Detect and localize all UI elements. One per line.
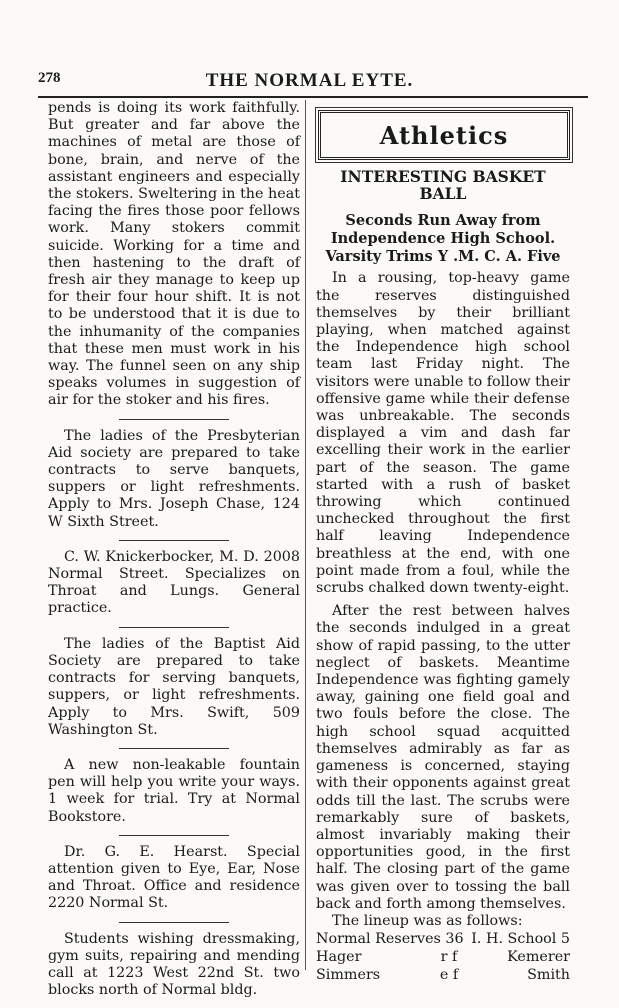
separator-rule [119, 540, 229, 541]
lineup-row [316, 930, 570, 948]
classified-ad: A new non-leakable fountain pen will help you write your ways. 1 week for trial. Try at Normal Bookstore. [48, 756, 300, 825]
article-paragraph: In a rousing, top-heavy game the reserves distinguished themselves by their brilliant playing, when matched against the Independence high school team last Friday night. The visitors were unable to follow their offensive game while their defense was unbreakable. The seconds displayed a vim and dash far excelling their work in the earlier part of the season. The game started with a rush of basket throwing which continued unchecked throughout the first half leaving Independence breathless at the end, with one point made from a foul, while the scrubs chalked down twenty-eight. [316, 270, 570, 597]
page-number: 278 [38, 70, 61, 86]
lineup-team-left: Normal Reserves 36 [316, 931, 464, 948]
classified-ad: C. W. Knickerbocker, M. D. 2008 Normal Street. Specializes on Throat and Lungs. General practice. [48, 548, 300, 617]
column-divider [305, 100, 306, 970]
lineup-player-left: Hager [316, 949, 362, 966]
article-paragraph: After the rest between halves the seconds indulged in a great show of rapid passing, to the utter neglect of baskets. Meantime Independence was fighting gamely away, gaining one field goal and two fouls before the close. The high school squad acquitted themselves admirably as far as gameness is concerned, staying with their opponents against great odds till the last. The scrubs were remarkably sure of baskets, almost invariably making their opportunities good, in the first half. The closing part of the game was given over to tossing the ball back and forth among themselves. [316, 603, 570, 912]
separator-rule [119, 627, 229, 628]
lineup-table [316, 930, 570, 984]
right-column [316, 104, 570, 984]
lineup-player-right: Kemerer [507, 949, 570, 966]
separator-rule [119, 748, 229, 749]
athletics-section-banner [318, 110, 570, 160]
masthead-title: THE NORMAL EYTE. [205, 70, 414, 91]
lineup-player-right: Smith [527, 967, 570, 984]
lineup-player-left: Simmers [316, 967, 381, 984]
classified-ad: Dr. G. E. Hearst. Special attention given to Eye, Ear, Nose and Throat. Office and residence 2220 Normal St. [48, 843, 300, 912]
article-headline: INTERESTING BASKET BALL [340, 167, 546, 204]
classified-ad: The ladies of the Presbyterian Aid society are prepared to take contracts to serve banquets, suppers or light refreshments. Apply to Mrs. Joseph Chase, 124 W Sixth Street. [48, 427, 300, 530]
header-rule [38, 96, 588, 98]
lineup-position: e f [439, 967, 459, 984]
continued-article-text: pends is doing its work faithfully. But greater and far above the machines of metal are those of bone, brain, and nerve of the assistant engineers and especially the stokers. Sweltering in the heat facing the fires those poor fellows work. Many stokers commit suicide. Working for a time and then hastening to the draft of fresh air they manage to keep up for their four hour shift. It is not to be understood that it is due to the inhumanity of the companies that these men must work in his way. The funnel seen on any ship speaks volumes in suggestion of air for the stoker and his fires. [48, 100, 300, 409]
classified-ad: The ladies of the Baptist Aid Society are prepared to take contracts for serving banquets, suppers, or light refreshments. Apply to Mrs. Swift, 509 Washington St. [48, 635, 300, 738]
separator-rule [119, 419, 229, 420]
separator-rule [119, 835, 229, 836]
lineup-row [316, 948, 570, 966]
section-title: Athletics [379, 120, 509, 150]
left-column [48, 100, 300, 999]
lineup-row [316, 966, 570, 984]
lineup-intro: The lineup was as follows: [332, 912, 523, 929]
separator-rule [119, 922, 229, 923]
lineup-team-right: I. H. School 5 [471, 931, 570, 948]
article-subhead: Seconds Run Away from Independence High School. Varsity Trims Y .M. C. A. Five [325, 212, 561, 266]
lineup-position [429, 930, 469, 948]
classified-ad: Students wishing dressmaking, gym suits, repairing and mending call at 1223 West 22nd St. two blocks north of Normal bldg. [48, 930, 300, 999]
lineup-position: r f [440, 949, 458, 966]
